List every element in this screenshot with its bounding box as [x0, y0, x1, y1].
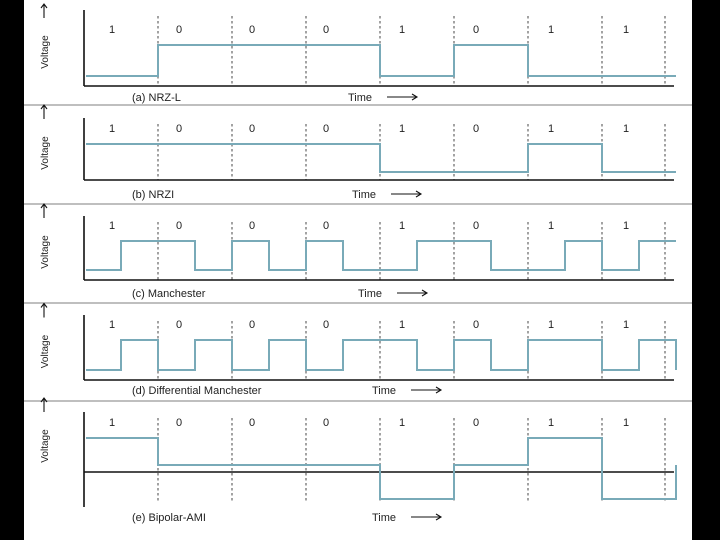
time-label: Time [352, 189, 377, 201]
bit-label: 0 [322, 24, 330, 36]
bit-label: 1 [622, 123, 630, 135]
bit-label: 0 [472, 24, 480, 36]
bit-label: 1 [547, 417, 555, 429]
bit-label: 0 [175, 123, 183, 135]
bit-label: 1 [398, 220, 406, 232]
bit-label: 0 [472, 220, 480, 232]
voltage-label: Voltage [40, 334, 51, 369]
voltage-label: Voltage [40, 429, 51, 463]
bit-label: 0 [248, 417, 256, 429]
bit-label: 0 [175, 24, 183, 36]
bit-label: 0 [248, 123, 256, 135]
panel-caption: (c) Manchester [132, 288, 206, 300]
panel-caption: (e) Bipolar-AMI [132, 512, 206, 524]
panel-caption: (b) NRZI [132, 189, 175, 201]
bit-label: 1 [398, 319, 406, 331]
voltage-label: Voltage [40, 35, 51, 69]
signal-waveform [86, 340, 676, 370]
signal-waveform [86, 144, 676, 172]
time-arrow-icon [411, 514, 441, 520]
bit-label: 0 [322, 417, 330, 429]
bit-label: 0 [248, 319, 256, 331]
voltage-arrow-icon [41, 204, 47, 218]
voltage-label: Voltage [40, 235, 51, 269]
bit-label: 0 [248, 220, 256, 232]
panel-bipolar-ami [40, 398, 676, 524]
bit-label: 0 [248, 24, 256, 36]
time-arrow-icon [397, 290, 427, 296]
bit-label: 1 [622, 417, 630, 429]
time-label: Time [372, 512, 397, 524]
voltage-arrow-icon [41, 105, 47, 119]
voltage-label: Voltage [40, 136, 51, 170]
bit-label: 1 [398, 24, 406, 36]
bit-label: 1 [547, 123, 555, 135]
bit-label: 0 [472, 417, 480, 429]
bit-label: 1 [398, 123, 406, 135]
panel-nrzi [40, 105, 676, 201]
bit-label: 1 [108, 123, 116, 135]
voltage-arrow-icon [41, 304, 47, 318]
signal-waveform [86, 241, 676, 270]
time-arrow-icon [387, 94, 417, 100]
encoding-diagram [24, 0, 692, 540]
voltage-arrow-icon [41, 398, 47, 412]
bit-label: 1 [622, 24, 630, 36]
bit-label: 1 [547, 319, 555, 331]
panel-nrz-l [40, 4, 676, 104]
encoding-figure [24, 0, 692, 540]
bit-label: 1 [398, 417, 406, 429]
time-label: Time [348, 92, 373, 104]
bit-label: 1 [108, 220, 116, 232]
bit-label: 1 [108, 417, 116, 429]
bit-label: 0 [322, 220, 330, 232]
bit-label: 1 [622, 319, 630, 331]
time-arrow-icon [411, 387, 441, 393]
panel-differential-manchester [40, 304, 676, 398]
bit-label: 0 [175, 319, 183, 331]
bit-label: 1 [108, 319, 116, 331]
panel-caption: (d) Differential Manchester [132, 385, 262, 397]
voltage-arrow-icon [41, 4, 47, 18]
panel-caption: (a) NRZ-L [132, 92, 181, 104]
time-label: Time [358, 288, 383, 300]
signal-waveform [86, 45, 676, 76]
bit-label: 0 [175, 417, 183, 429]
bit-label: 0 [175, 220, 183, 232]
bit-label: 0 [322, 319, 330, 331]
time-label: Time [372, 385, 397, 397]
bit-label: 1 [108, 24, 116, 36]
bit-label: 0 [472, 123, 480, 135]
bit-label: 1 [547, 220, 555, 232]
signal-waveform [86, 438, 676, 499]
bit-label: 0 [322, 123, 330, 135]
bit-label: 1 [622, 220, 630, 232]
bit-label: 1 [547, 24, 555, 36]
bit-label: 0 [472, 319, 480, 331]
time-arrow-icon [391, 191, 421, 197]
panel-manchester [40, 204, 676, 300]
